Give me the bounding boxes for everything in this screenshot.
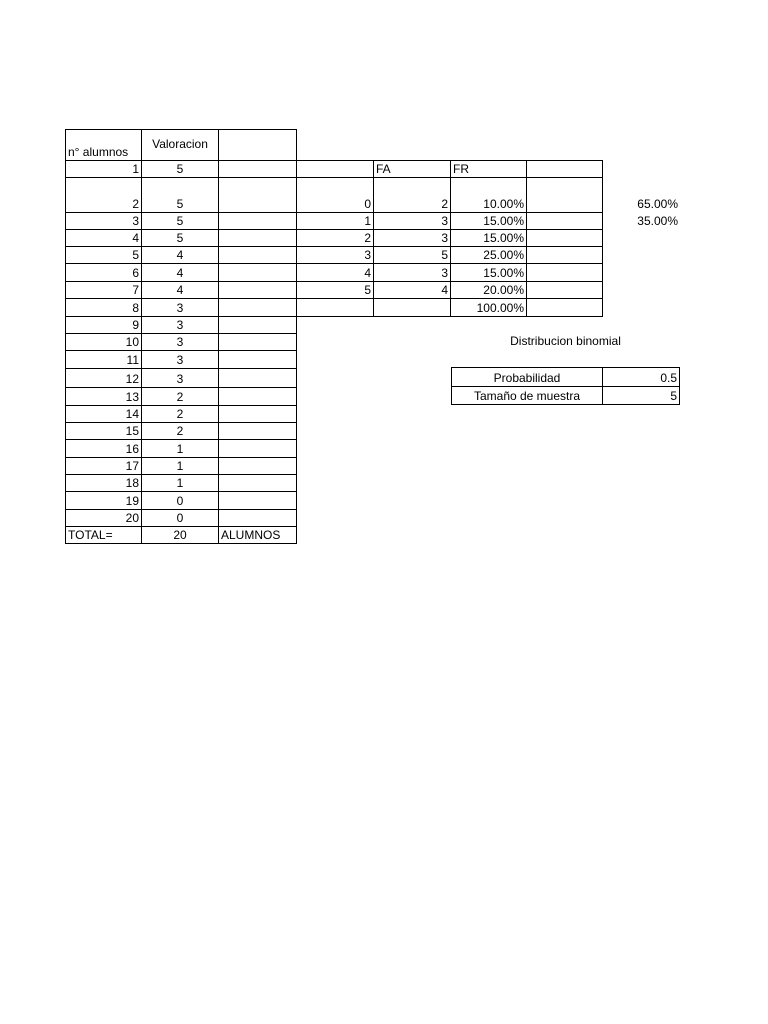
student-number: 7 [65,281,142,299]
student-valoracion: 3 [142,350,219,369]
freq-fr: 10.00% [451,177,527,213]
freq-header-empty [527,160,603,178]
empty-cell [219,160,297,178]
binomial-title: Distribucion binomial [510,334,621,348]
student-number: 12 [65,368,142,388]
empty-cell [219,246,297,264]
student-number: 13 [65,387,142,406]
empty-cell [219,263,297,282]
freq-fr: 15.00% [451,229,527,247]
freq-fa: 3 [374,263,451,282]
empty-cell [219,439,297,458]
empty-cell [219,457,297,475]
side-value-35: 35.00% [637,214,678,228]
freq-value-x: 0 [297,177,374,213]
freq-fr: 15.00% [451,212,527,230]
student-number: 2 [65,177,142,213]
empty-cell [219,368,297,388]
side-value-65: 65.00% [637,197,678,211]
empty-cell [219,350,297,369]
freq-fa: 2 [374,177,451,213]
freq-fa: 3 [374,212,451,230]
student-number: 1 [65,160,142,178]
header-valoracion: Valoracion [142,129,219,161]
freq-fr: 20.00% [451,281,527,299]
student-valoracion: 5 [142,212,219,230]
empty-cell [219,333,297,351]
freq-value-x: 5 [297,281,374,299]
student-number: 8 [65,298,142,317]
empty-cell [219,229,297,247]
freq-empty [527,263,603,282]
student-valoracion: 0 [142,509,219,527]
freq-empty [527,246,603,264]
student-valoracion: 2 [142,405,219,423]
freq-fa: 5 [374,246,451,264]
student-number: 19 [65,491,142,510]
student-number: 3 [65,212,142,230]
student-valoracion: 4 [142,246,219,264]
student-number: 15 [65,422,142,440]
student-valoracion: 3 [142,333,219,351]
student-number: 20 [65,509,142,527]
student-valoracion: 1 [142,474,219,492]
student-valoracion: 1 [142,457,219,475]
empty-cell [219,316,297,334]
header-n-alumnos: n° alumnos [65,129,142,161]
student-number: 4 [65,229,142,247]
student-valoracion: 1 [142,439,219,458]
student-valoracion: 0 [142,491,219,510]
student-valoracion: 5 [142,160,219,178]
empty-cell [219,177,297,213]
freq-fr: 25.00% [451,246,527,264]
student-number: 5 [65,246,142,264]
student-valoracion: 4 [142,281,219,299]
student-valoracion: 5 [142,229,219,247]
freq-fa: 3 [374,229,451,247]
freq-header-fr: FR [451,160,527,178]
freq-header-fa: FA [374,160,451,178]
student-valoracion: 3 [142,316,219,334]
freq-total-empty [374,298,451,317]
freq-empty [527,212,603,230]
probability-value: 0.5 [603,367,680,387]
freq-empty [527,229,603,247]
sample-size-value: 5 [603,387,680,405]
student-number: 17 [65,457,142,475]
empty-cell [219,212,297,230]
empty-cell [219,281,297,299]
empty-cell [219,298,297,317]
empty-cell [219,387,297,406]
freq-value-x: 3 [297,246,374,264]
student-number: 18 [65,474,142,492]
empty-cell [219,509,297,527]
freq-empty [527,281,603,299]
header-empty-cell [219,129,297,161]
student-number: 14 [65,405,142,423]
student-valoracion: 2 [142,422,219,440]
freq-fa: 4 [374,281,451,299]
freq-total-empty [527,298,603,317]
freq-empty [527,177,603,213]
student-valoracion: 5 [142,177,219,213]
student-valoracion: 3 [142,368,219,388]
student-valoracion: 4 [142,263,219,282]
student-number: 16 [65,439,142,458]
total-value: 20 [142,526,219,544]
total-unit: ALUMNOS [219,526,297,544]
freq-header-empty [297,160,374,178]
student-number: 6 [65,263,142,282]
freq-value-x: 1 [297,212,374,230]
student-valoracion: 2 [142,387,219,406]
total-label: TOTAL= [65,526,142,544]
freq-fr-total: 100.00% [451,298,527,317]
empty-cell [219,491,297,510]
probability-label: Probabilidad [451,367,603,387]
student-number: 9 [65,316,142,334]
freq-total-empty [297,298,374,317]
empty-cell [219,422,297,440]
student-number: 10 [65,333,142,351]
empty-cell [219,405,297,423]
student-valoracion: 3 [142,298,219,317]
freq-fr: 15.00% [451,263,527,282]
freq-value-x: 4 [297,263,374,282]
student-number: 11 [65,350,142,369]
empty-cell [219,474,297,492]
freq-value-x: 2 [297,229,374,247]
sample-size-label: Tamaño de muestra [451,387,603,405]
